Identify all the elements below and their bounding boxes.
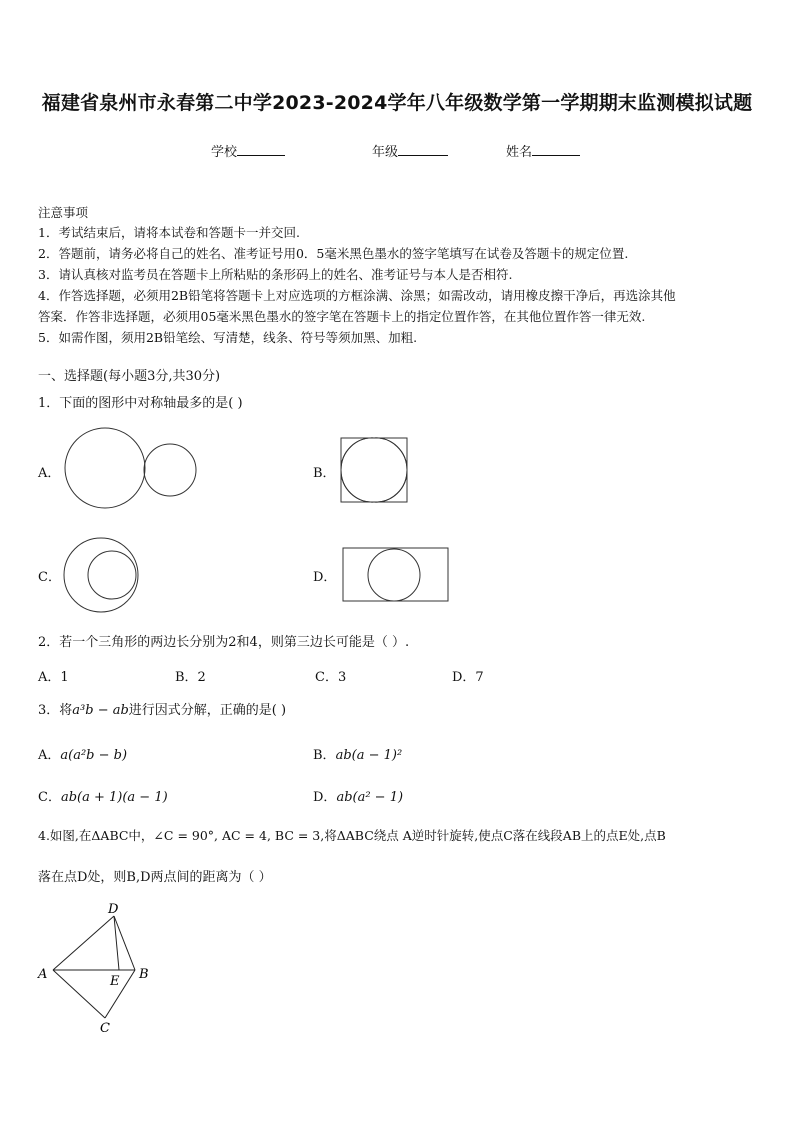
grade-label: 年级 [372, 145, 399, 160]
name-field[interactable] [506, 141, 580, 160]
notice-item: 5．如需作图，须用2B铅笔绘、写清楚，线条、符号等须加黑、加粗. [38, 330, 418, 345]
q1-figure-b [338, 436, 410, 504]
q2-option-d: D．7 [452, 670, 484, 685]
section-heading: 一、选择题(每小题3分,共30分) [38, 369, 221, 384]
q3-option-a [38, 744, 127, 763]
q4-label-d: D [108, 902, 119, 917]
q3-option-d [313, 786, 403, 805]
q4-label-e: E [110, 974, 120, 989]
notice-item: 3．请认真核对监考员在答题卡上所粘贴的条形码上的姓名、准考证号与本人是否相符. [38, 267, 513, 282]
q1-option-a-label: A． [38, 466, 61, 481]
grade-field[interactable] [372, 141, 448, 160]
q3-option-c [38, 786, 168, 805]
q4-label-c: C [100, 1021, 110, 1036]
question-4-line-2: 落在点D处，则B,D两点间的距离为（ ） [38, 870, 272, 885]
q3-stem-prefix: 3．将 [38, 703, 73, 718]
notice-item: 2．答题前，请务必将自己的姓名、准考证号用0．5毫米黑色墨水的签字笔填写在试卷及答题卡的规定位置. [38, 246, 629, 261]
notice-item: 答案．作答非选择题，必须用05毫米黑色墨水的签字笔在答题卡上的指定位置作答，在其他位置作答一律无效. [38, 309, 646, 324]
school-label: 学校 [211, 145, 238, 160]
q2-option-c: C．3 [315, 670, 347, 685]
q3-option-a-label: A． [38, 748, 61, 763]
school-field[interactable] [211, 141, 285, 160]
q1-option-c-label: C． [38, 570, 61, 585]
q1-figure-d [340, 545, 452, 605]
q4-label-a: A [38, 967, 48, 982]
notice-item: 1．考试结束后，请将本试卷和答题卡一并交回. [38, 225, 300, 240]
q3-option-c-expr: ab(a + 1)(a − 1) [60, 790, 168, 805]
q3-option-a-expr: a(a²b − b) [60, 748, 128, 763]
q1-option-b-label: B． [313, 466, 336, 481]
question-4-line-1: 4.如图,在ΔABC中，∠C = 90°, AC = 4, BC = 3,将ΔABC绕点 A逆时针旋转,使点C落在线段AB上的点E处,点B [38, 828, 666, 843]
q3-stem-suffix: 进行因式分解，正确的是( ) [128, 703, 287, 718]
q3-option-b-label: B． [313, 748, 336, 763]
question-2-stem: 2．若一个三角形的两边长分别为2和4，则第三边长可能是（ ）. [38, 635, 410, 650]
q1-figure-c [60, 535, 146, 615]
q2-option-b: B．2 [175, 670, 206, 685]
q1-option-d-label: D． [313, 570, 337, 585]
question-3-stem [38, 701, 286, 721]
q3-option-c-label: C． [38, 790, 61, 805]
notice-heading: 注意事项 [38, 205, 89, 220]
q3-option-d-label: D． [313, 790, 337, 805]
q3-option-b-expr: ab(a − 1)² [335, 748, 403, 763]
q1-figure-a [60, 426, 200, 512]
q4-label-b: B [139, 967, 149, 982]
q3-option-b [313, 744, 402, 763]
q4-figure [30, 898, 160, 1040]
page-title: 福建省泉州市永春第二中学2023-2024学年八年级数学第一学期期末监测模拟试题 [41, 92, 753, 114]
notice-item: 4．作答选择题，必须用2B铅笔将答题卡上对应选项的方框涂满、涂黑；如需改动，请用橡皮擦干净后，再选涂其他 [38, 288, 676, 303]
name-label: 姓名 [506, 145, 533, 160]
q2-option-a: A．1 [38, 670, 69, 685]
q3-option-d-expr: ab(a² − 1) [336, 790, 404, 805]
question-1-stem: 1．下面的图形中对称轴最多的是( ) [38, 396, 243, 411]
q3-expression: a³b − ab [72, 703, 129, 718]
